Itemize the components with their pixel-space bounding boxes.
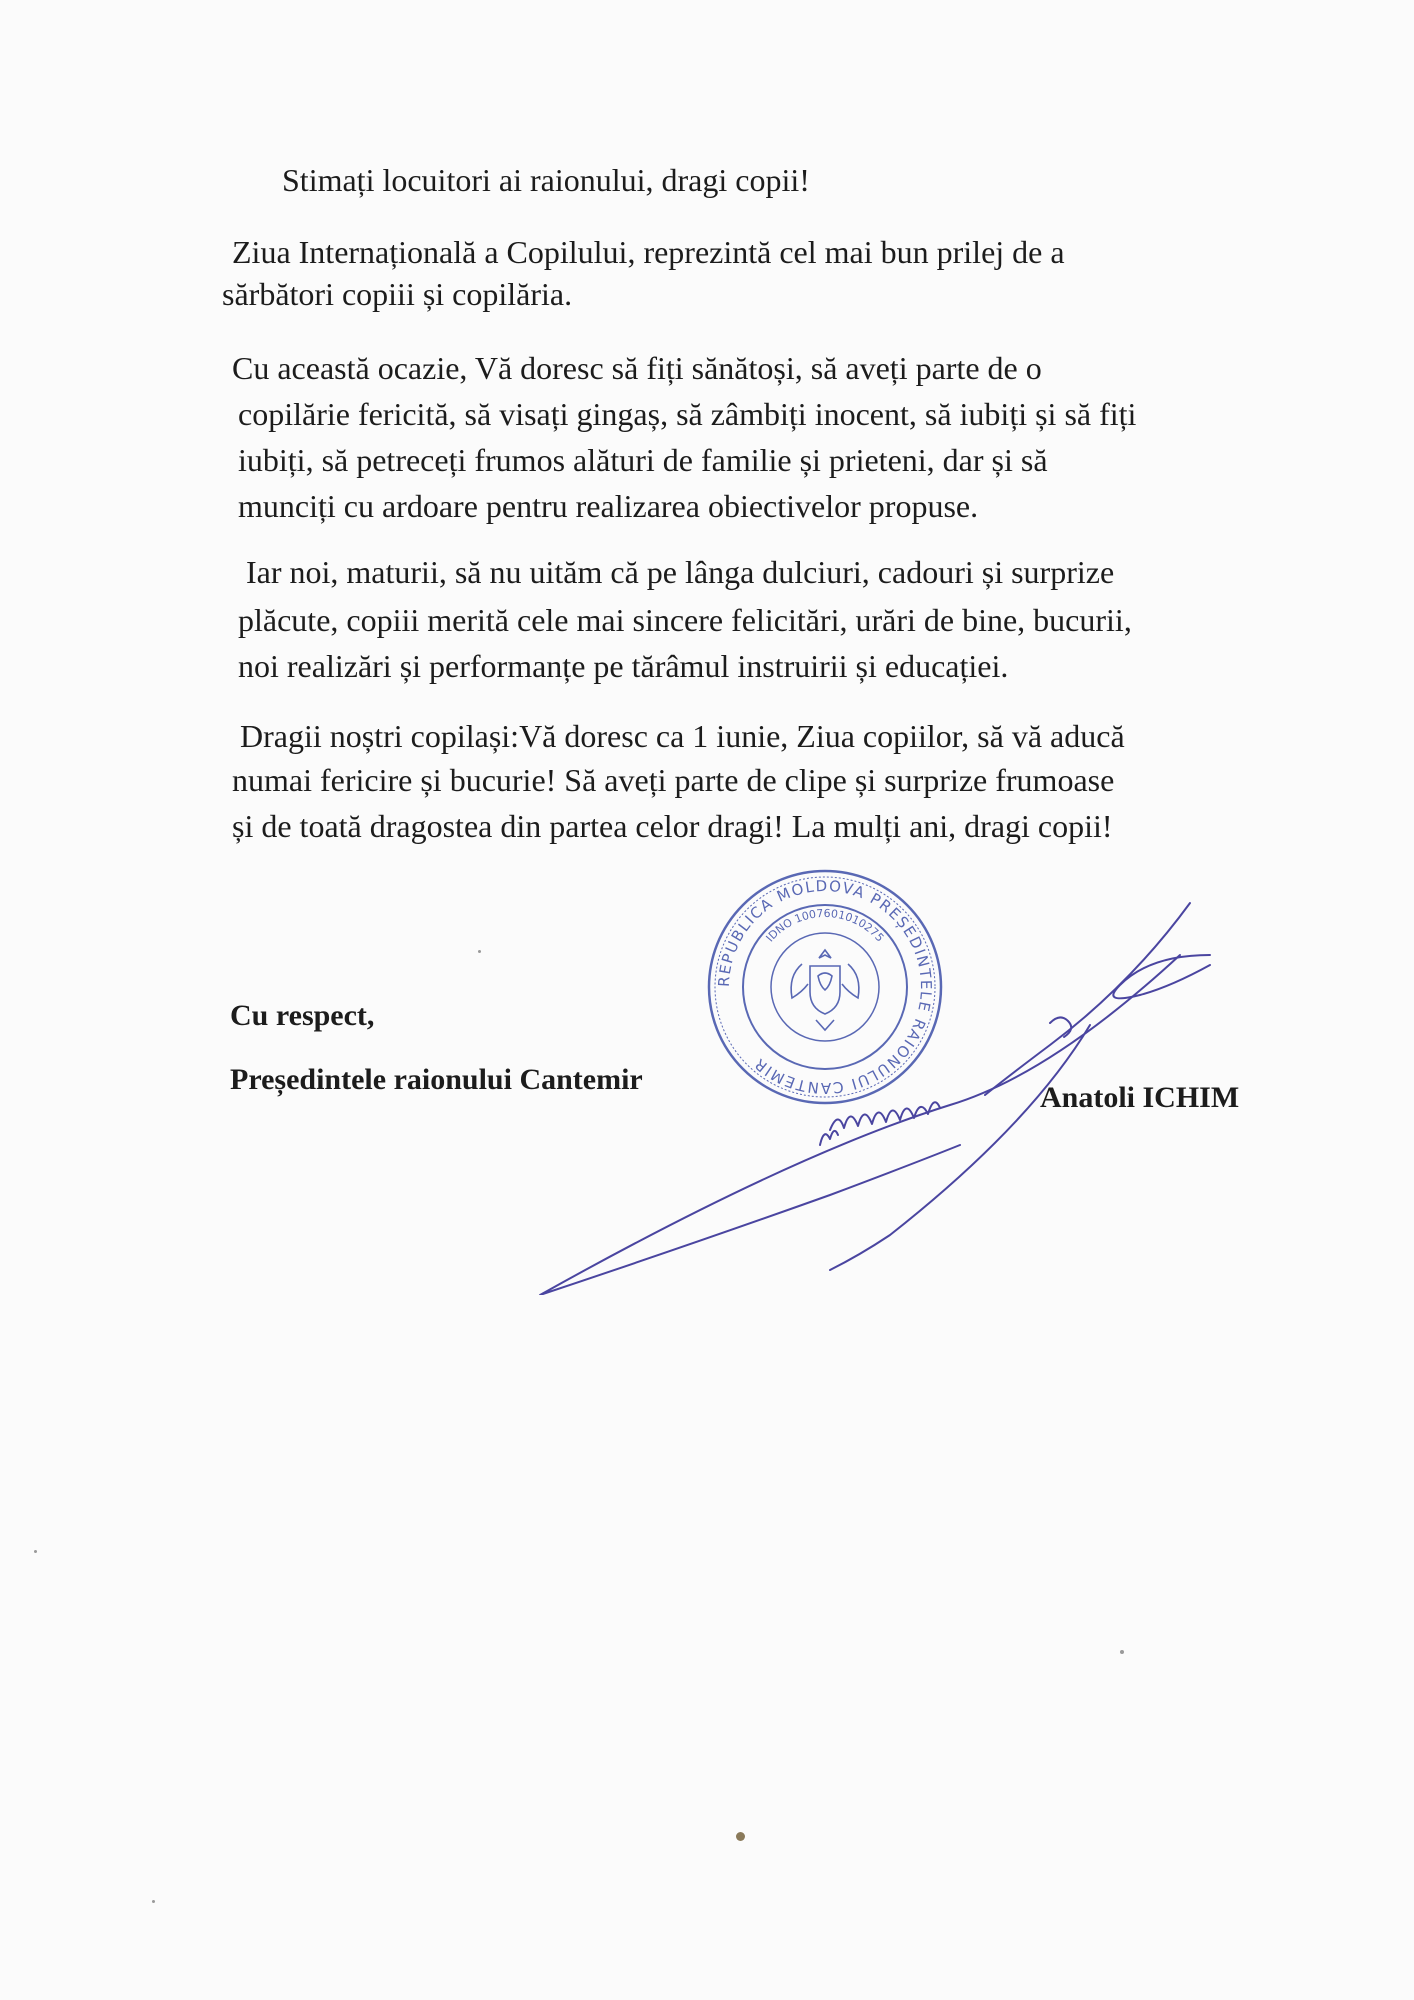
handwritten-signature xyxy=(530,895,1230,1295)
paragraph-2-line-3: iubiți, să petreceți frumos alături de familie și prieteni, dar și să xyxy=(238,442,1048,478)
paragraph-4-line-1: Dragii noștri copilași:Vă doresc ca 1 iunie, Ziua copiilor, să vă aducă xyxy=(240,718,1125,754)
paragraph-4-line-3: și de toată dragostea din partea celor dragi! La mulți ani, dragi copii! xyxy=(232,808,1113,844)
paragraph-1-line-1: Ziua Internațională a Copilului, reprezintă cel mai bun prilej de a xyxy=(232,234,1065,270)
letter-greeting: Stimați locuitori ai raionului, dragi copii! xyxy=(282,162,810,198)
paragraph-2-line-2: copilărie fericită, să visați gingaș, să zâmbiți inocent, să iubiți și să fiți xyxy=(238,396,1137,432)
scan-speck xyxy=(478,950,481,953)
paragraph-4-line-2: numai fericire și bucurie! Să aveți parte de clipe și surprize frumoase xyxy=(232,762,1115,798)
paragraph-3-line-1: Iar noi, maturii, să nu uităm că pe lânga dulciuri, cadouri și surprize xyxy=(246,554,1115,590)
scan-speck xyxy=(1120,1650,1124,1654)
paragraph-3-line-3: noi realizări și performanțe pe tărâmul instruirii și educației. xyxy=(238,648,1009,684)
paragraph-2-line-4: munciți cu ardoare pentru realizarea obiectivelor propuse. xyxy=(238,488,979,524)
scan-speck xyxy=(34,1550,37,1553)
closing-text: Cu respect, xyxy=(230,999,375,1032)
scan-speck xyxy=(736,1832,745,1841)
paragraph-1-line-2: sărbători copiii și copilăria. xyxy=(222,276,573,312)
paragraph-3-line-2: plăcute, copiii merită cele mai sincere felicitări, urări de bine, bucurii, xyxy=(238,602,1132,638)
scan-speck xyxy=(152,1900,155,1903)
stamp-text: REPUBLICA MOLDOVA PREȘEDINTELE RAIONULUI CANTEMIR xyxy=(714,876,936,1098)
signatory-name: Anatoli ICHIM xyxy=(1040,1081,1240,1114)
paragraph-2-line-1: Cu această ocazie, Vă doresc să fiți sănătoși, să aveți parte de o xyxy=(232,350,1042,386)
signatory-title: Președintele raionului Cantemir xyxy=(230,1063,643,1096)
stamp-id-text: IDNO 1007601010275 xyxy=(763,906,887,945)
